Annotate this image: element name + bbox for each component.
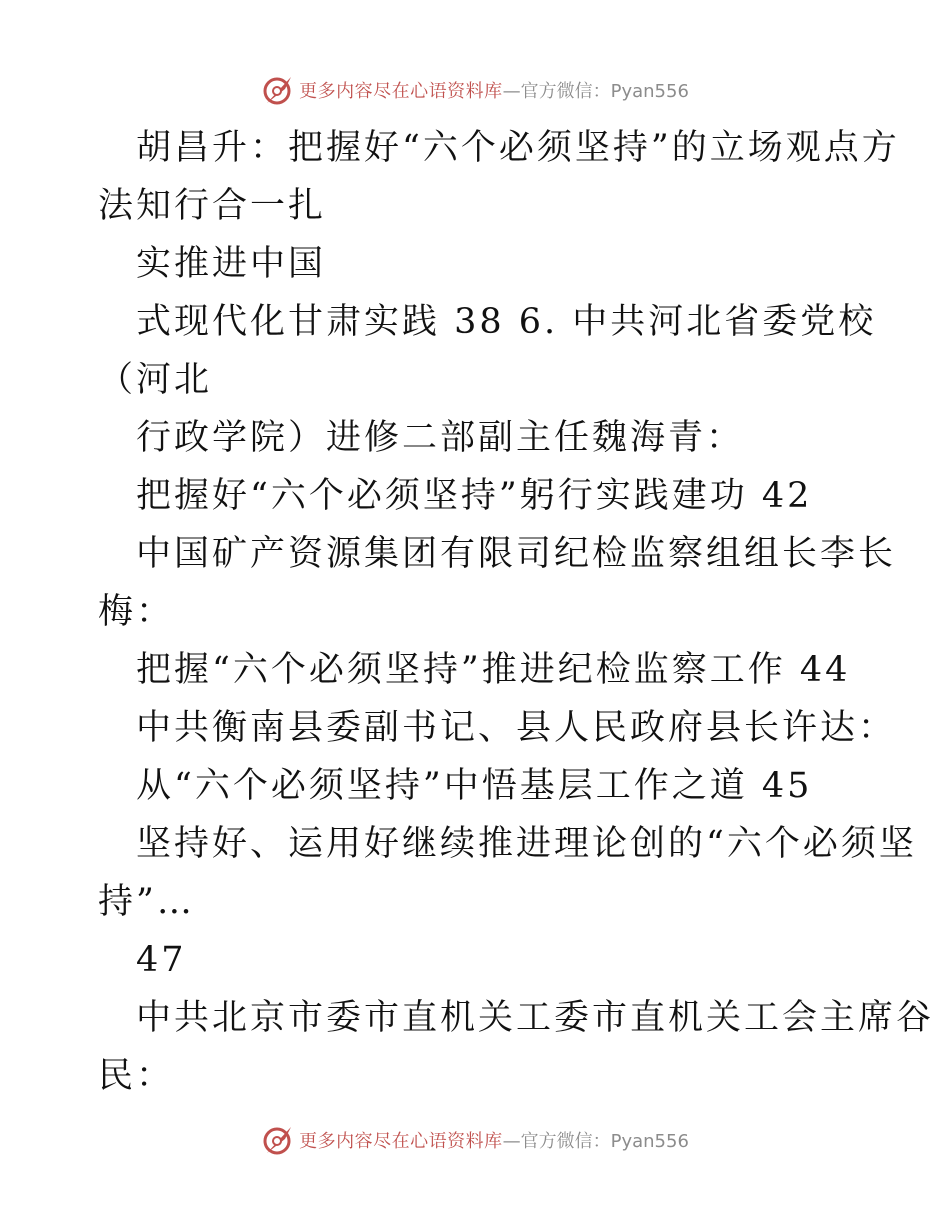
- text-line: 实推进中国: [136, 244, 327, 284]
- text-line: 从“六个必须坚持”中悟基层工作之道 45: [136, 766, 813, 806]
- text-line: 式现代化甘肃实践 38 6. 中共河北省委党校: [136, 302, 877, 342]
- watermark-banner-bottom: [0, 1122, 950, 1158]
- text-line: 把握好“六个必须坚持”躬行实践建功 42: [136, 476, 813, 516]
- watermark-text: 更多内容尽在心语资料库: [299, 81, 503, 102]
- text-line: 法知行合一扎: [98, 186, 327, 226]
- text-line: 中共北京市委市直机关工委市直机关工会主席谷: [136, 998, 935, 1038]
- quill-logo-icon: [261, 1123, 295, 1157]
- watermark-contact: —官方微信：Pyan556: [502, 81, 689, 102]
- text-line: 民：: [98, 1056, 175, 1096]
- text-line: 坚持好、运用好继续推进理论创的“六个必须坚: [136, 824, 917, 864]
- quill-logo-icon: [261, 73, 295, 107]
- watermark-contact: —官方微信：Pyan556: [502, 1131, 689, 1152]
- watermark-text: 更多内容尽在心语资料库: [299, 1131, 503, 1152]
- text-line: 把握“六个必须坚持”推进纪检监察工作 44: [136, 650, 851, 690]
- text-line: 梅：: [98, 592, 175, 632]
- text-line: 中国矿产资源集团有限司纪检监察组组长李长: [136, 534, 897, 574]
- watermark-banner-top: [0, 72, 950, 108]
- text-line: 中共衡南县委副书记、县人民政府县长许达：: [136, 708, 897, 748]
- text-line: （河北: [98, 360, 213, 400]
- text-line: 47: [136, 940, 187, 980]
- text-line: 胡昌升：把握好“六个必须坚持”的立场观点方: [136, 128, 900, 168]
- text-line: 持”…: [98, 882, 195, 922]
- text-line: 行政学院）进修二部副主任魏海青：: [136, 418, 745, 458]
